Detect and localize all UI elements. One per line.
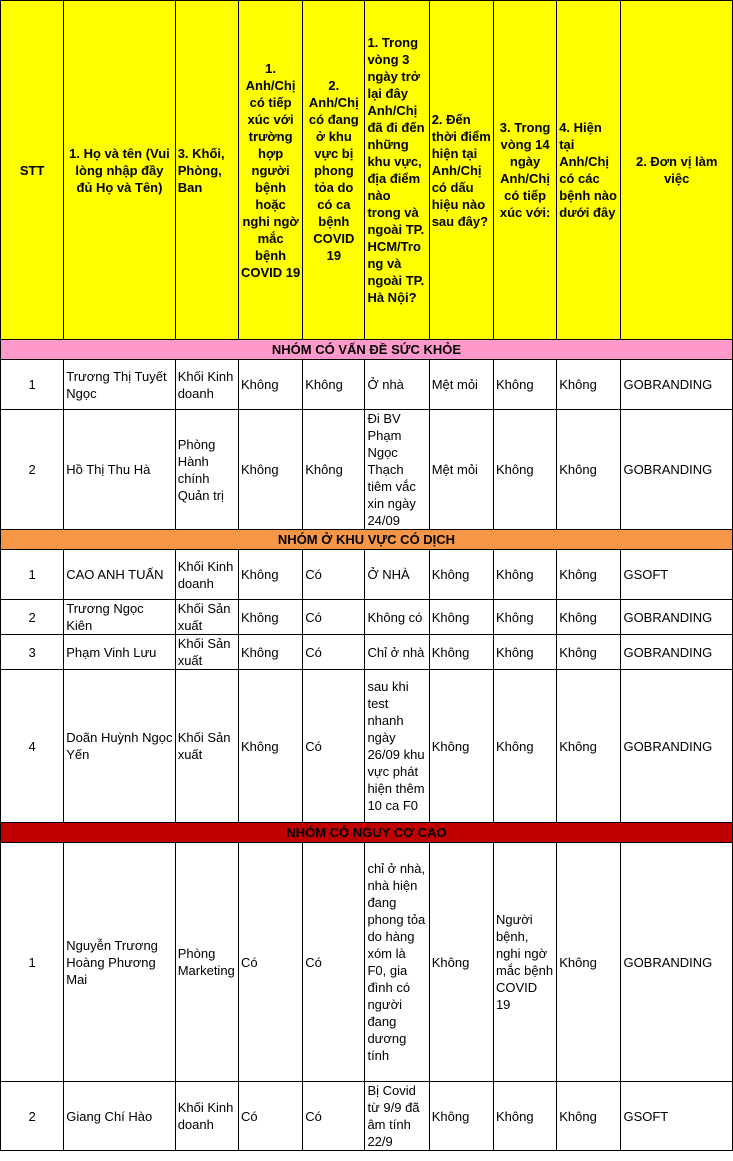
cell-contact: Không bbox=[238, 670, 302, 823]
table-row bbox=[1, 360, 733, 410]
cell-travel: Đi BV Phạm Ngọc Thạch tiêm vắc xin ngày 24/09 bbox=[365, 410, 429, 530]
cell-lockdown: Có bbox=[303, 1082, 365, 1151]
cell-stt: 1 bbox=[1, 843, 64, 1082]
cell-lockdown: Có bbox=[303, 843, 365, 1082]
table-body bbox=[1, 340, 733, 1151]
cell-stt: 2 bbox=[1, 1082, 64, 1151]
group-header-row bbox=[1, 530, 733, 550]
cell-travel: sau khi test nhanh ngày 26/09 khu vực phát hiện thêm 10 ca F0 bbox=[365, 670, 429, 823]
cell-dept: Phòng Hành chính Quản trị bbox=[175, 410, 238, 530]
cell-lockdown: Có bbox=[303, 600, 365, 635]
cell-symptoms: Mệt mỏi bbox=[429, 360, 493, 410]
header-row bbox=[1, 1, 733, 340]
cell-unit: GSOFT bbox=[621, 1082, 733, 1151]
group-title: NHÓM Ở KHU VỰC CÓ DỊCH bbox=[1, 530, 733, 550]
header-travel: 1. Trong vòng 3 ngày trở lại đây Anh/Chị đã đi đến những khu vực, địa điểm nào trong và ngoài TP. HCM/Trong và ngoài TP. Hà Nội? bbox=[365, 1, 429, 340]
cell-travel: Ở nhà bbox=[365, 360, 429, 410]
cell-exposure14: Không bbox=[493, 550, 556, 600]
cell-dept: Khối Sản xuất bbox=[175, 670, 238, 823]
cell-lockdown: Có bbox=[303, 635, 365, 670]
cell-conditions: Không bbox=[557, 635, 621, 670]
cell-travel: Không có bbox=[365, 600, 429, 635]
header-unit: 2. Đơn vị làm việc bbox=[621, 1, 733, 340]
group-header-row bbox=[1, 823, 733, 843]
cell-travel: Chỉ ở nhà bbox=[365, 635, 429, 670]
header-dept: 3. Khối, Phòng, Ban bbox=[175, 1, 238, 340]
table-row bbox=[1, 1082, 733, 1151]
cell-unit: GOBRANDING bbox=[621, 635, 733, 670]
header-name: 1. Họ và tên (Vui lòng nhập đầy đủ Họ và Tên) bbox=[64, 1, 175, 340]
cell-symptoms: Không bbox=[429, 843, 493, 1082]
cell-lockdown: Không bbox=[303, 410, 365, 530]
cell-stt: 4 bbox=[1, 670, 64, 823]
cell-contact: Có bbox=[238, 1082, 302, 1151]
cell-travel: Bị Covid từ 9/9 đã âm tính 22/9 bbox=[365, 1082, 429, 1151]
cell-dept: Khối Sản xuất bbox=[175, 635, 238, 670]
cell-conditions: Không bbox=[557, 670, 621, 823]
cell-conditions: Không bbox=[557, 843, 621, 1082]
table-row bbox=[1, 550, 733, 600]
header-conditions: 4. Hiện tại Anh/Chị có các bệnh nào dưới đây bbox=[557, 1, 621, 340]
cell-stt: 3 bbox=[1, 635, 64, 670]
table-row bbox=[1, 635, 733, 670]
cell-symptoms: Không bbox=[429, 600, 493, 635]
cell-stt: 2 bbox=[1, 600, 64, 635]
cell-stt: 2 bbox=[1, 410, 64, 530]
cell-symptoms: Không bbox=[429, 1082, 493, 1151]
header-exposure14: 3. Trong vòng 14 ngày Anh/Chị có tiếp xúc với: bbox=[493, 1, 556, 340]
cell-stt: 1 bbox=[1, 360, 64, 410]
cell-name: Hồ Thị Thu Hà bbox=[64, 410, 175, 530]
header-lockdown: 2. Anh/Chị có đang ở khu vực bị phong tỏa do có ca bệnh COVID 19 bbox=[303, 1, 365, 340]
group-header-row bbox=[1, 340, 733, 360]
cell-exposure14: Không bbox=[493, 410, 556, 530]
cell-unit: GOBRANDING bbox=[621, 360, 733, 410]
group-title: NHÓM CÓ NGUY CƠ CAO bbox=[1, 823, 733, 843]
cell-conditions: Không bbox=[557, 600, 621, 635]
cell-name: Trương Thị Tuyết Ngọc bbox=[64, 360, 175, 410]
cell-name: Phạm Vinh Lưu bbox=[64, 635, 175, 670]
cell-symptoms: Không bbox=[429, 635, 493, 670]
cell-lockdown: Không bbox=[303, 360, 365, 410]
cell-lockdown: Có bbox=[303, 670, 365, 823]
table-row bbox=[1, 670, 733, 823]
cell-lockdown: Có bbox=[303, 550, 365, 600]
cell-name: CAO ANH TUẤN bbox=[64, 550, 175, 600]
table-row bbox=[1, 843, 733, 1082]
header-contact: 1. Anh/Chị có tiếp xúc với trường hợp người bệnh hoặc nghi ngờ mắc bệnh COVID 19 bbox=[238, 1, 302, 340]
cell-travel: chỉ ở nhà, nhà hiện đang phong tỏa do hàng xóm là F0, gia đình có người đang dương tính bbox=[365, 843, 429, 1082]
cell-unit: GOBRANDING bbox=[621, 410, 733, 530]
cell-dept: Khối Sản xuất bbox=[175, 600, 238, 635]
cell-unit: GSOFT bbox=[621, 550, 733, 600]
header-symptoms: 2. Đến thời điểm hiện tại Anh/Chị có dấu hiệu nào sau đây? bbox=[429, 1, 493, 340]
cell-conditions: Không bbox=[557, 410, 621, 530]
cell-unit: GOBRANDING bbox=[621, 600, 733, 635]
cell-dept: Phòng Marketing bbox=[175, 843, 238, 1082]
table-row bbox=[1, 410, 733, 530]
cell-exposure14: Không bbox=[493, 360, 556, 410]
cell-contact: Không bbox=[238, 600, 302, 635]
cell-contact: Không bbox=[238, 410, 302, 530]
table-row bbox=[1, 600, 733, 635]
cell-symptoms: Không bbox=[429, 670, 493, 823]
cell-name: Giang Chí Hào bbox=[64, 1082, 175, 1151]
cell-unit: GOBRANDING bbox=[621, 670, 733, 823]
cell-contact: Không bbox=[238, 550, 302, 600]
cell-name: Trương Ngọc Kiên bbox=[64, 600, 175, 635]
cell-exposure14: Không bbox=[493, 670, 556, 823]
cell-exposure14: Không bbox=[493, 1082, 556, 1151]
cell-conditions: Không bbox=[557, 550, 621, 600]
cell-stt: 1 bbox=[1, 550, 64, 600]
cell-dept: Khối Kinh doanh bbox=[175, 550, 238, 600]
cell-conditions: Không bbox=[557, 1082, 621, 1151]
group-title: NHÓM CÓ VẤN ĐỀ SỨC KHỎE bbox=[1, 340, 733, 360]
header-stt: STT bbox=[1, 1, 64, 340]
cell-exposure14: Người bệnh, nghi ngờ mắc bệnh COVID 19 bbox=[493, 843, 556, 1082]
cell-symptoms: Không bbox=[429, 550, 493, 600]
cell-conditions: Không bbox=[557, 360, 621, 410]
cell-symptoms: Mệt mỏi bbox=[429, 410, 493, 530]
cell-name: Nguyễn Trương Hoàng Phương Mai bbox=[64, 843, 175, 1082]
cell-dept: Khối Kinh doanh bbox=[175, 1082, 238, 1151]
cell-dept: Khối Kinh doanh bbox=[175, 360, 238, 410]
cell-name: Doãn Huỳnh Ngọc Yến bbox=[64, 670, 175, 823]
cell-unit: GOBRANDING bbox=[621, 843, 733, 1082]
cell-contact: Không bbox=[238, 360, 302, 410]
cell-contact: Không bbox=[238, 635, 302, 670]
cell-travel: Ở NHÀ bbox=[365, 550, 429, 600]
cell-exposure14: Không bbox=[493, 635, 556, 670]
cell-exposure14: Không bbox=[493, 600, 556, 635]
cell-contact: Có bbox=[238, 843, 302, 1082]
